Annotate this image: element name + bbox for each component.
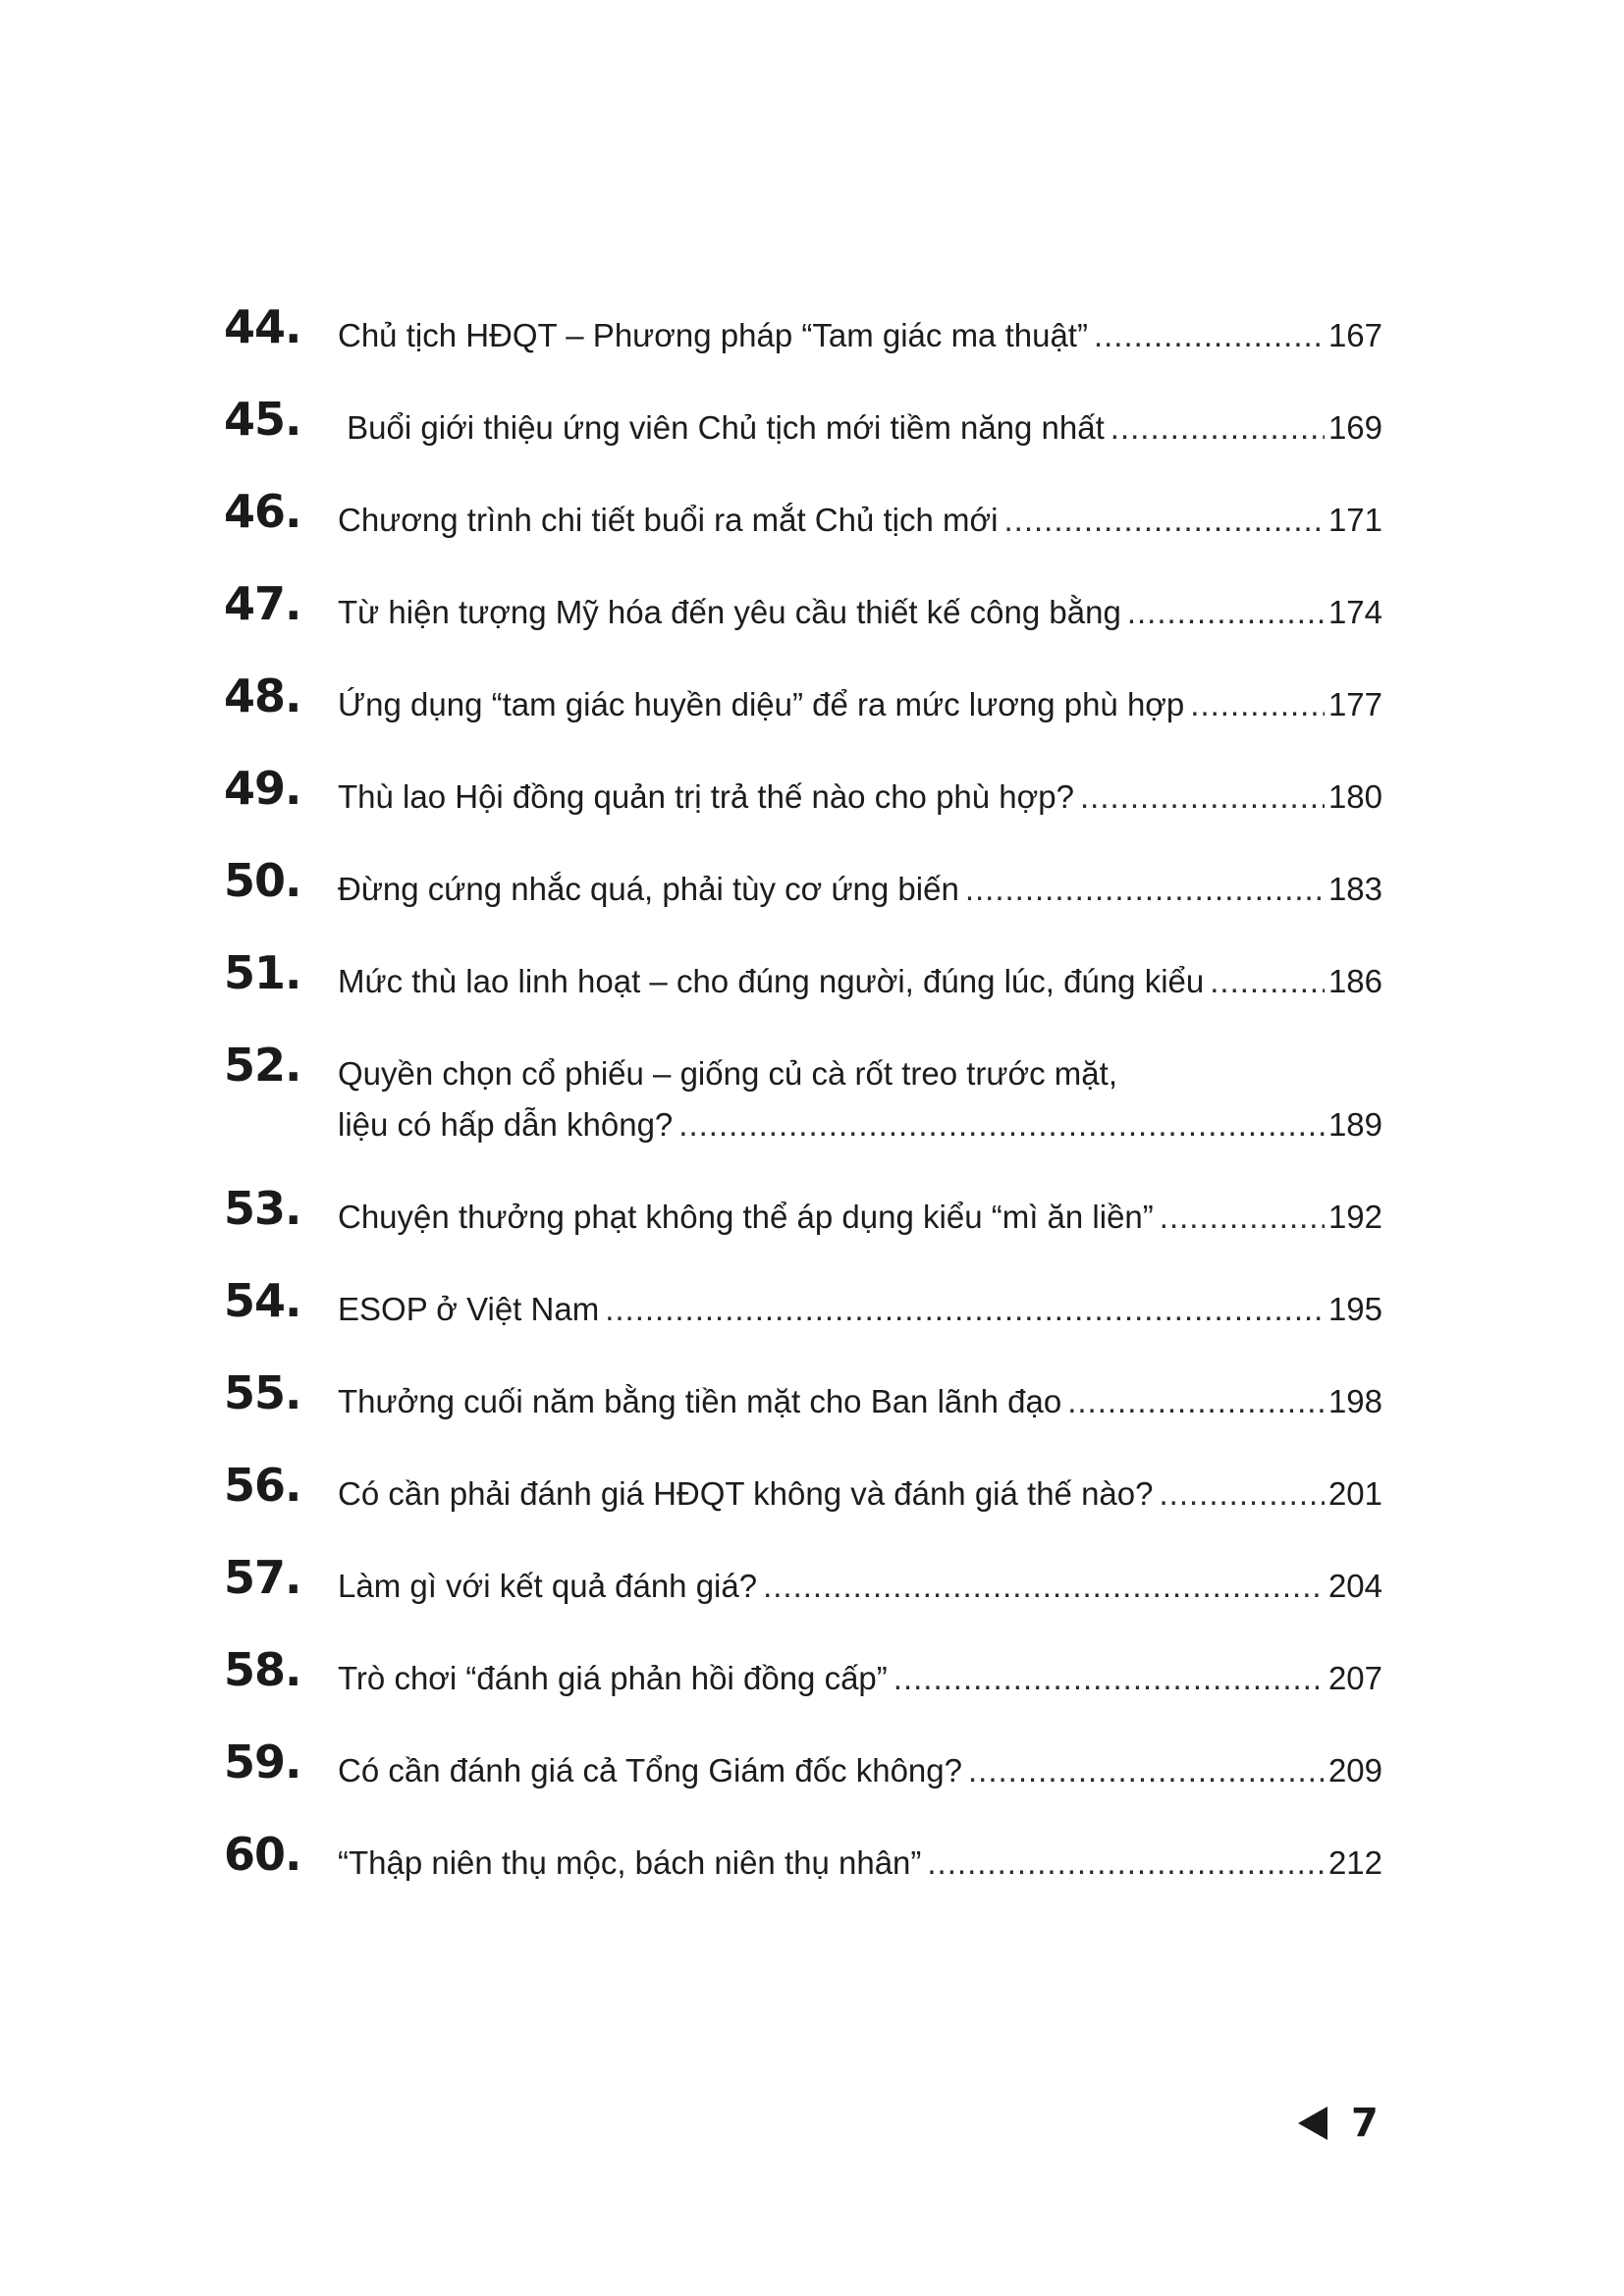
dot-leader [1210, 956, 1325, 1007]
dot-leader [965, 864, 1325, 915]
page-number: 7 [1351, 2101, 1379, 2146]
entry-body [338, 1653, 1382, 1704]
entry-number: 51. [224, 946, 301, 999]
triangle-left-icon [1298, 2107, 1327, 2140]
dot-leader [1160, 1192, 1325, 1243]
entry-page-number: 183 [1327, 871, 1382, 907]
entry-title: Có cần đánh giá cả Tổng Giám đốc không? [338, 1752, 962, 1789]
entry-number: 47. [224, 577, 301, 630]
entry-title: “Thập niên thụ mộc, bách niên thụ nhân” [338, 1844, 922, 1881]
entry-title: Trò chơi “đánh giá phản hồi đồng cấp” [338, 1660, 888, 1696]
entry-body [338, 1838, 1382, 1889]
entry-number: 53. [224, 1182, 301, 1235]
entry-page-number: 204 [1327, 1568, 1382, 1604]
dot-leader [893, 1653, 1325, 1704]
entry-title: Làm gì với kết quả đánh giá? [338, 1568, 758, 1604]
entry-title: Chuyện thưởng phạt không thể áp dụng kiểu “mì ăn liền” [338, 1199, 1154, 1235]
entry-number: 60. [224, 1828, 301, 1881]
entry-title-continuation: liệu có hấp dẫn không? [338, 1106, 674, 1143]
entry-body [338, 1048, 1382, 1150]
dot-leader [1080, 772, 1325, 823]
entry-body [338, 772, 1382, 823]
dot-leader [1127, 587, 1325, 638]
entry-title: Chương trình chi tiết buổi ra mắt Chủ tịch mới [338, 502, 999, 538]
entry-body [338, 495, 1382, 546]
entry-body [338, 1192, 1382, 1243]
entry-body [338, 587, 1382, 638]
dot-leader [1003, 495, 1324, 546]
entry-title: Ứng dụng “tam giác huyền diệu” để ra mức lương phù hợp [338, 686, 1185, 722]
dot-leader [1067, 1376, 1325, 1427]
entry-title: Có cần phải đánh giá HĐQT không và đánh giá thế nào? [338, 1475, 1154, 1512]
entry-page-number: 174 [1327, 594, 1382, 630]
entry-title: ESOP ở Việt Nam [338, 1291, 600, 1327]
entry-number: 57. [224, 1551, 301, 1604]
entry-page-number: 186 [1327, 963, 1382, 999]
entry-page-number: 212 [1327, 1844, 1382, 1881]
entry-body [338, 1745, 1382, 1796]
entry-body [338, 1376, 1382, 1427]
dot-leader [1159, 1468, 1324, 1520]
entry-body [338, 402, 1382, 454]
entry-title: Buổi giới thiệu ứng viên Chủ tịch mới tiềm năng nhất [338, 409, 1105, 446]
entry-title: Thưởng cuối năm bằng tiền mặt cho Ban lãnh đạo [338, 1383, 1062, 1419]
entry-body [338, 1284, 1382, 1335]
entry-title: Từ hiện tượng Mỹ hóa đến yêu cầu thiết kế công bằng [338, 594, 1121, 630]
dot-leader [678, 1099, 1325, 1150]
entry-page-number: 207 [1327, 1660, 1382, 1696]
entry-page-number: 177 [1327, 686, 1382, 722]
entry-number: 52. [224, 1039, 301, 1092]
entry-body [338, 864, 1382, 915]
entry-page-number: 169 [1327, 409, 1382, 446]
dot-leader [968, 1745, 1325, 1796]
entry-number: 55. [224, 1366, 301, 1419]
entry-number: 59. [224, 1735, 301, 1789]
entry-page-number: 201 [1327, 1475, 1382, 1512]
entry-title: Chủ tịch HĐQT – Phương pháp “Tam giác ma thuật” [338, 317, 1088, 353]
entry-title: Thù lao Hội đồng quản trị trả thế nào cho phù hợp? [338, 778, 1074, 815]
entry-body [338, 679, 1382, 730]
dot-leader [1094, 310, 1325, 361]
entry-page-number: 171 [1327, 502, 1382, 538]
entry-number: 50. [224, 854, 301, 907]
entry-number: 45. [224, 393, 301, 446]
entry-page-number: 180 [1327, 778, 1382, 815]
dot-leader [1190, 679, 1325, 730]
entry-number: 48. [224, 669, 301, 722]
entry-page-number: 167 [1327, 317, 1382, 353]
entry-body [338, 1468, 1382, 1520]
dot-leader [1110, 402, 1325, 454]
entry-body [338, 1561, 1382, 1612]
entry-number: 44. [224, 300, 301, 353]
entry-number: 58. [224, 1643, 301, 1696]
entry-body [338, 956, 1382, 1007]
entry-number: 46. [224, 485, 301, 538]
entry-title: Đừng cứng nhắc quá, phải tùy cơ ứng biến [338, 871, 959, 907]
entry-title: Quyền chọn cổ phiếu – giống củ cà rốt treo trước mặt, [338, 1055, 1117, 1092]
entry-number: 56. [224, 1459, 301, 1512]
entry-page-number: 209 [1327, 1752, 1382, 1789]
entry-page-number: 192 [1327, 1199, 1382, 1235]
entry-body [338, 310, 1382, 361]
entry-page-number: 195 [1327, 1291, 1382, 1327]
dot-leader [605, 1284, 1325, 1335]
entry-number: 54. [224, 1274, 301, 1327]
dot-leader [763, 1561, 1325, 1612]
entry-page-number: 198 [1327, 1383, 1382, 1419]
entry-page-number: 189 [1327, 1106, 1382, 1143]
dot-leader [927, 1838, 1325, 1889]
page-footer [1298, 2101, 1379, 2146]
entry-title: Mức thù lao linh hoạt – cho đúng người, đúng lúc, đúng kiểu [338, 963, 1205, 999]
entry-number: 49. [224, 762, 301, 815]
